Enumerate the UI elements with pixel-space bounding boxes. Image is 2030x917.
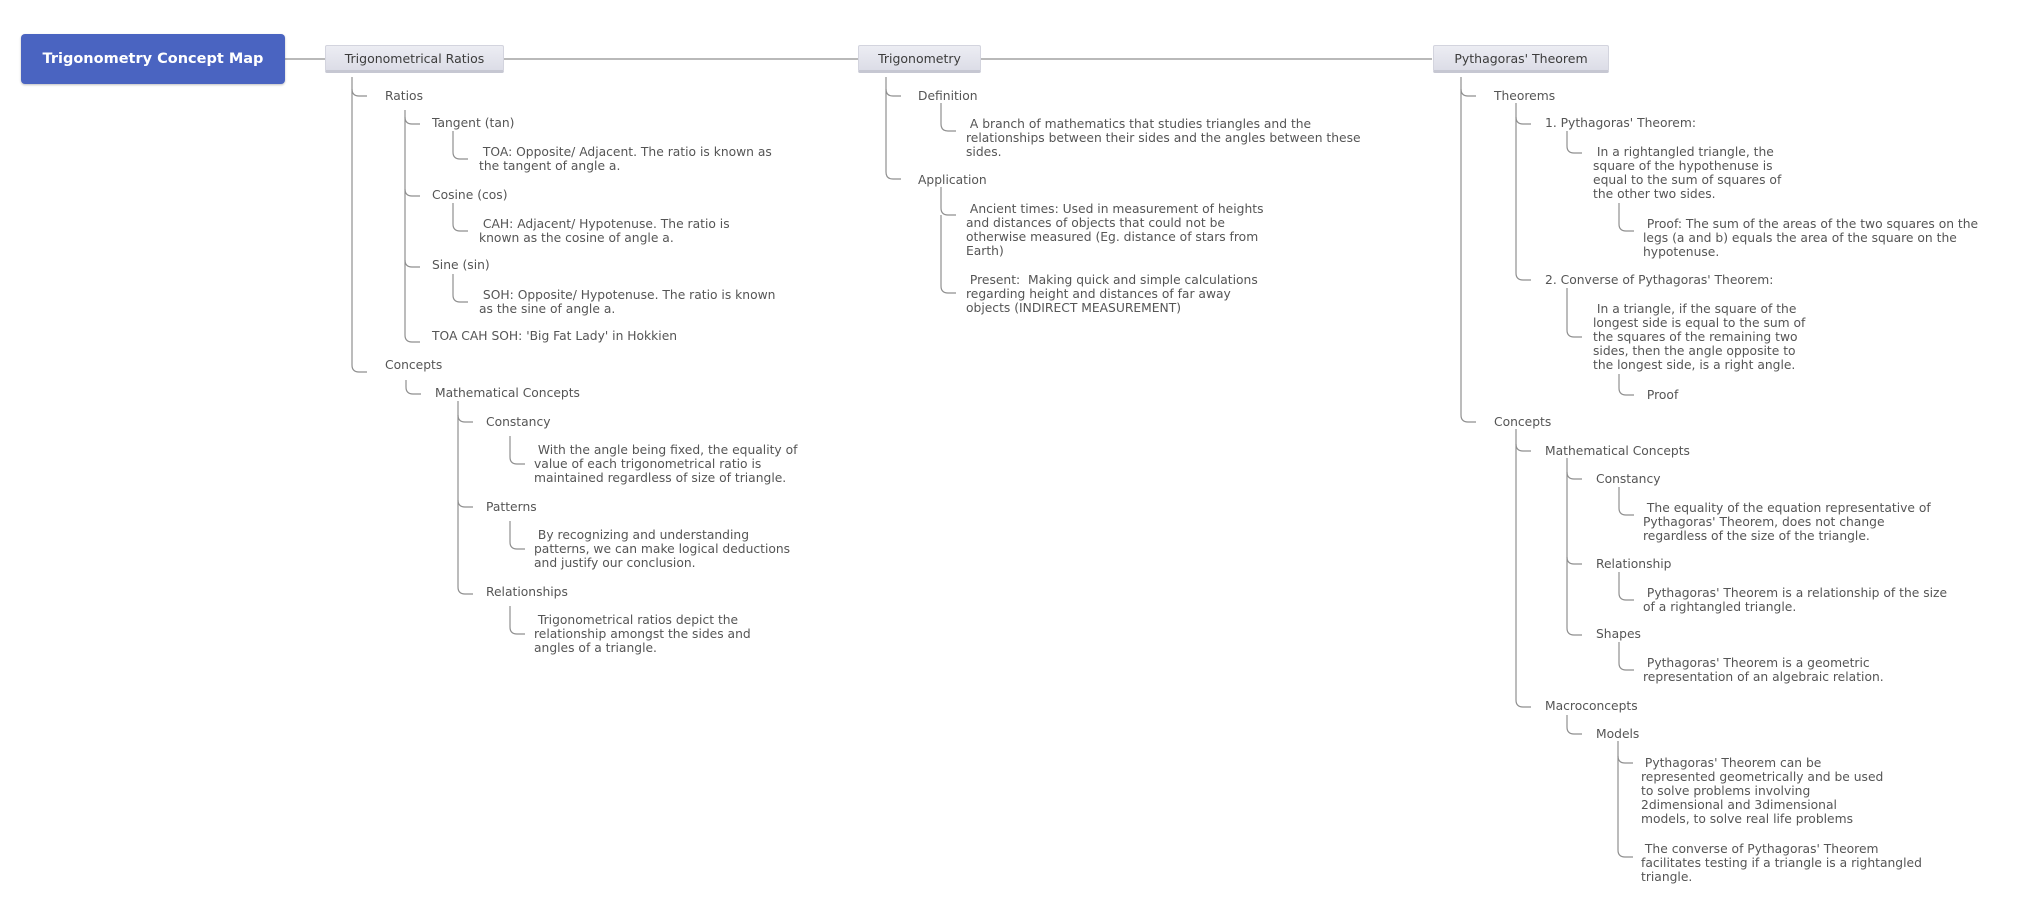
topic-pythagoras-constancy[interactable]: Constancy <box>1596 472 1661 486</box>
topic-definition[interactable]: Definition <box>918 89 978 103</box>
topic-models[interactable]: Models <box>1596 727 1640 741</box>
note-pythagoras-constancy[interactable]: The equality of the equation representative of Pythagoras' Theorem, does not change regardless of the size of the triangle. <box>1643 501 1931 543</box>
note-pythagoras-theorem[interactable]: In a rightangled triangle, the square of the hypothenuse is equal to the sum of squares of the other two sides. <box>1593 145 1782 201</box>
topic-macroconcepts[interactable]: Macroconcepts <box>1545 699 1638 713</box>
topic-mnemonic[interactable]: TOA CAH SOH: 'Big Fat Lady' in Hokkien <box>432 329 678 343</box>
note-ancient-times[interactable]: Ancient times: Used in measurement of heights and distances of objects that could not be otherwise measured (Eg. distance of stars from Earth) <box>966 202 1264 258</box>
branch-trigonometry[interactable]: Trigonometry <box>858 45 981 73</box>
note-definition[interactable]: A branch of mathematics that studies triangles and the relationships between their sides and the angles between these sides. <box>966 117 1361 159</box>
topic-tangent[interactable]: Tangent (tan) <box>432 116 515 130</box>
topic-relationships[interactable]: Relationships <box>486 585 568 599</box>
branch-trigonometrical-ratios[interactable]: Trigonometrical Ratios <box>325 45 504 73</box>
note-cosine[interactable]: CAH: Adjacent/ Hypotenuse. The ratio is known as the cosine of angle a. <box>479 217 730 245</box>
topic-shapes[interactable]: Shapes <box>1596 627 1641 641</box>
topic-mathematical-concepts[interactable]: Mathematical Concepts <box>435 386 580 400</box>
topic-sine[interactable]: Sine (sin) <box>432 258 490 272</box>
topic-concepts[interactable]: Concepts <box>385 358 443 372</box>
note-shapes[interactable]: Pythagoras' Theorem is a geometric representation of an algebraic relation. <box>1643 656 1884 684</box>
note-constancy[interactable]: With the angle being fixed, the equality of value of each trigonometrical ratio is maintained regardless of size of triangle. <box>534 443 798 485</box>
topic-patterns[interactable]: Patterns <box>486 500 537 514</box>
note-tangent[interactable]: TOA: Opposite/ Adjacent. The ratio is known as the tangent of angle a. <box>479 145 772 173</box>
topic-ratios[interactable]: Ratios <box>385 89 423 103</box>
topic-converse[interactable]: 2. Converse of Pythagoras' Theorem: <box>1545 273 1774 287</box>
note-proof[interactable]: Proof: The sum of the areas of the two squares on the legs (a and b) equals the area of the square on the hypotenuse. <box>1643 217 1979 259</box>
topic-constancy[interactable]: Constancy <box>486 415 551 429</box>
topic-cosine[interactable]: Cosine (cos) <box>432 188 508 202</box>
note-converse-proof[interactable]: Proof <box>1643 388 1679 402</box>
note-converse[interactable]: In a triangle, if the square of the longest side is equal to the sum of the squares of the remaining two sides, then the angle opposite to the longest side, is a right angle. <box>1593 302 1806 372</box>
note-patterns[interactable]: By recognizing and understanding patterns, we can make logical deductions and justify our conclusion. <box>534 528 791 570</box>
topic-pythagoras-mathematical-concepts[interactable]: Mathematical Concepts <box>1545 444 1690 458</box>
topic-application[interactable]: Application <box>918 173 987 187</box>
root-topic[interactable]: Trigonometry Concept Map <box>21 34 285 84</box>
note-models-geometric[interactable]: Pythagoras' Theorem can be represented geometrically and be used to solve problems involving 2dimensional and 3dimensional models, to solve real life problems <box>1641 756 1884 826</box>
note-models-converse[interactable]: The converse of Pythagoras' Theorem facilitates testing if a triangle is a rightangled triangle. <box>1641 842 1922 884</box>
note-present[interactable]: Present: Making quick and simple calculations regarding height and distances of far away objects (INDIRECT MEASUREMENT) <box>966 273 1258 315</box>
topic-pythagoras-relationship[interactable]: Relationship <box>1596 557 1672 571</box>
topic-pythagoras-concepts[interactable]: Concepts <box>1494 415 1552 429</box>
note-sine[interactable]: SOH: Opposite/ Hypotenuse. The ratio is known as the sine of angle a. <box>479 288 776 316</box>
note-relationships[interactable]: Trigonometrical ratios depict the relationship amongst the sides and angles of a triangle. <box>534 613 751 655</box>
topic-pythagoras-theorem[interactable]: 1. Pythagoras' Theorem: <box>1545 116 1696 130</box>
topic-theorems[interactable]: Theorems <box>1494 89 1556 103</box>
branch-pythagoras-theorem[interactable]: Pythagoras' Theorem <box>1433 45 1609 73</box>
note-pythagoras-relationship[interactable]: Pythagoras' Theorem is a relationship of the size of a rightangled triangle. <box>1643 586 1948 614</box>
